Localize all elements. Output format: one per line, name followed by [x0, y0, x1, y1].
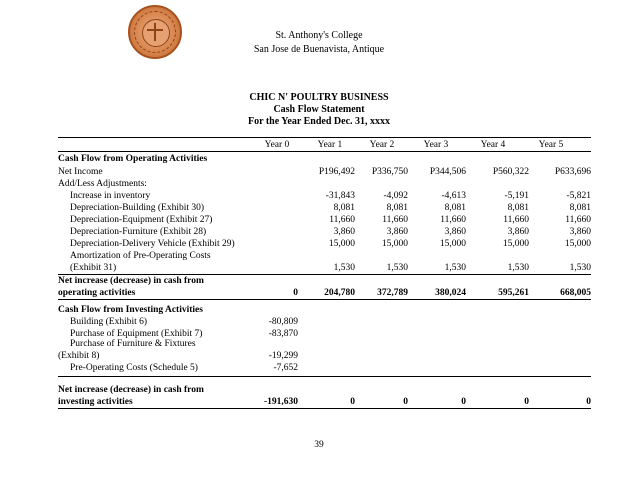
header-top-rule: [58, 137, 591, 138]
column-header: Year 3: [423, 140, 449, 150]
cell-y2: -4,092: [383, 191, 408, 201]
column-header: Year 4: [480, 140, 506, 150]
table-row: [58, 275, 591, 287]
page-number: 39: [314, 440, 324, 450]
cell-y5: 668,005: [560, 288, 591, 298]
cell-y2: 372,789: [377, 288, 408, 298]
adjustments-label: Add/Less Adjustments:: [58, 179, 147, 189]
total-rule: [58, 408, 591, 409]
table-row: [58, 190, 591, 202]
cell-y3: 11,660: [440, 215, 466, 225]
cell-y1: -31,843: [325, 191, 355, 201]
cell-y1: 11,660: [329, 215, 355, 225]
cell-y2: 15,000: [381, 239, 408, 249]
cell-y3: 3,860: [444, 227, 466, 237]
cell-y1: 3,860: [333, 227, 355, 237]
row-label: Depreciation-Building (Exhibit 30): [70, 203, 205, 213]
cell-y0: 0: [293, 288, 298, 298]
row-label: (Exhibit 8): [58, 351, 100, 361]
cell-y4: -5,191: [504, 191, 529, 201]
cell-y1: 204,780: [324, 288, 355, 298]
cell-y3: 0: [461, 397, 466, 407]
table-row: [58, 166, 591, 178]
section-heading: [58, 304, 591, 316]
cell-y5: 11,660: [565, 215, 591, 225]
cell-y4: 3,860: [507, 227, 529, 237]
cell-y2: 8,081: [386, 203, 408, 213]
column-header-row: [58, 139, 591, 151]
cell-y0: -19,299: [268, 351, 298, 361]
table-row: [58, 226, 591, 238]
cell-y4: P560,322: [492, 167, 529, 177]
row-label: Increase in inventory: [70, 191, 151, 201]
cell-y1: 8,081: [333, 203, 355, 213]
cell-y5: 0: [586, 397, 591, 407]
cell-y5: P633,696: [554, 167, 591, 177]
table-row: [58, 262, 591, 274]
table-row: [58, 316, 591, 328]
table-row: [58, 250, 591, 262]
row-label: Purchase of Furniture & Fixtures: [70, 339, 196, 349]
row-label: operating activities: [58, 288, 136, 298]
cell-y1: P196,492: [318, 167, 355, 177]
row-label: Net increase (decrease) in cash from: [58, 385, 204, 395]
statement-title: Cash Flow Statement: [273, 104, 365, 115]
net-investing-row: [58, 396, 591, 408]
cell-y2: P336,750: [371, 167, 408, 177]
cell-y5: 1,530: [569, 263, 591, 273]
cell-y4: 595,261: [498, 288, 529, 298]
cell-y1: 1,530: [333, 263, 355, 273]
section-investing-label: Cash Flow from Investing Activities: [58, 305, 203, 315]
cell-y4: 1,530: [507, 263, 529, 273]
header-bottom-rule: [58, 151, 591, 152]
cell-y3: 1,530: [444, 263, 466, 273]
cell-y3: P344,506: [429, 167, 466, 177]
column-header: Year 1: [317, 140, 343, 150]
table-row: [58, 214, 591, 226]
row-label: Pre-Operating Costs (Schedule 5): [70, 363, 198, 373]
cell-y1: 15,000: [328, 239, 355, 249]
cell-y5: 8,081: [569, 203, 591, 213]
row-label: Depreciation-Equipment (Exhibit 27): [70, 215, 213, 225]
cell-y3: 8,081: [444, 203, 466, 213]
cell-y2: 11,660: [382, 215, 408, 225]
college-address: San Jose de Buenavista, Antique: [253, 44, 385, 55]
row-label: Net Income: [58, 167, 103, 177]
period-title: For the Year Ended Dec. 31, xxxx: [247, 116, 391, 127]
row-label: (Exhibit 31): [70, 263, 117, 273]
cell-y5: 3,860: [569, 227, 591, 237]
row-label: Depreciation-Delivery Vehicle (Exhibit 29): [70, 239, 235, 249]
cell-y3: 15,000: [439, 239, 466, 249]
cell-y0: -80,809: [268, 317, 298, 327]
table-row: [58, 178, 591, 190]
table-row: [58, 350, 591, 362]
section-heading: [58, 153, 591, 165]
cell-y0: -191,630: [263, 397, 298, 407]
table-row: [58, 238, 591, 250]
cell-y1: 0: [350, 397, 355, 407]
table-row: [58, 202, 591, 214]
table-row: [58, 384, 591, 396]
cell-y4: 0: [524, 397, 529, 407]
column-header: Year 5: [538, 140, 564, 150]
net-operating-row: [58, 287, 591, 299]
column-header: Year 2: [369, 140, 395, 150]
total-rule: [58, 299, 591, 300]
cell-y5: -5,821: [566, 191, 591, 201]
row-label: Amortization of Pre-Operating Costs: [70, 251, 211, 261]
row-label: Purchase of Equipment (Exhibit 7): [70, 329, 203, 339]
cell-y2: 0: [403, 397, 408, 407]
table-row: [58, 362, 591, 374]
cell-y4: 11,660: [503, 215, 529, 225]
cell-y5: 15,000: [564, 239, 591, 249]
college-name: St. Anthony's College: [275, 30, 363, 41]
row-label: Depreciation-Furniture (Exhibit 28): [70, 227, 207, 237]
cell-y2: 3,860: [386, 227, 408, 237]
cell-y3: -4,613: [441, 191, 466, 201]
cell-y3: 380,024: [435, 288, 466, 298]
cell-y4: 8,081: [507, 203, 529, 213]
cell-y4: 15,000: [502, 239, 529, 249]
row-label: Net increase (decrease) in cash from: [58, 276, 204, 286]
section-operating-label: Cash Flow from Operating Activities: [58, 154, 208, 164]
table-row: [58, 338, 591, 350]
column-header: Year 0: [264, 140, 290, 150]
cell-y2: 1,530: [386, 263, 408, 273]
cell-y0: -83,870: [268, 329, 298, 339]
subtotal-rule: [58, 376, 591, 377]
row-label: Building (Exhibit 6): [70, 317, 148, 327]
cell-y0: -7,652: [273, 363, 298, 373]
row-label: investing activities: [58, 397, 133, 407]
business-title: CHIC N' POULTRY BUSINESS: [249, 92, 389, 103]
